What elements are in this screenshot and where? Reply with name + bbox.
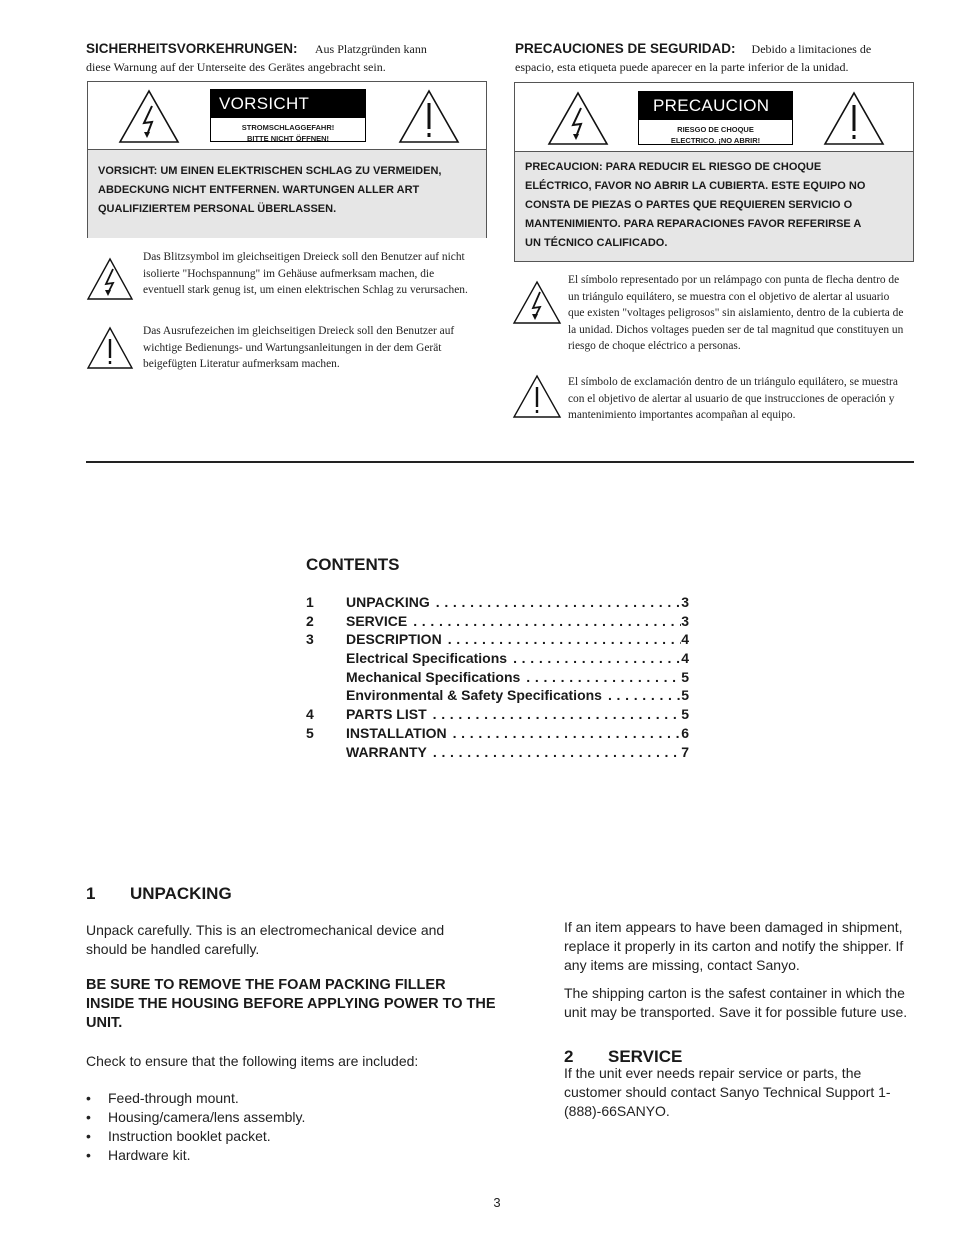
german-label-graphics: [88, 82, 486, 150]
toc-entry[interactable]: [306, 612, 689, 631]
spanish-exclaim-text: El símbolo de exclamación dentro de un triángulo equilátero, se muestra con el objetivo de alertar al usuario de que instrucciones de operación y mantenimiento importantes acompañan al equipo.: [568, 376, 898, 421]
page-number: 3: [493, 1195, 501, 1210]
lightning-warning-icon: [547, 91, 609, 146]
german-intro-tail: Aus Platzgründen kann: [314, 42, 427, 56]
spanish-heading: PRECAUCIONES DE SEGURIDAD:: [515, 41, 736, 56]
toc-entry[interactable]: [306, 743, 689, 762]
exclamation-warning-icon: [512, 374, 562, 419]
german-warning-text: [88, 150, 486, 238]
german-intro-line2: diese Warnung auf der Unterseite des Gerätes angebracht sein.: [86, 60, 386, 74]
toc-number: 5: [306, 725, 314, 741]
spanish-safety-section: [515, 40, 915, 76]
spanish-warning-label: [514, 82, 914, 262]
toc-page: 4: [681, 650, 689, 666]
included-items-list: [86, 1089, 446, 1165]
toc-leader: [453, 724, 682, 743]
exclamation-warning-icon: [398, 89, 460, 144]
contents-title: CONTENTS: [306, 555, 400, 574]
spanish-label-title: PRECAUCION: [639, 92, 792, 120]
german-label-line2: BITTE NICHT ÖFFNEN!: [246, 134, 330, 143]
section-title: SERVICE: [608, 1047, 683, 1066]
foam-warning: BE SURE TO REMOVE THE FOAM PACKING FILLER INSIDE THE HOUSING BEFORE APPLYING POWER TO THE UNIT.: [86, 977, 496, 1031]
toc-page: 5: [681, 669, 689, 685]
section-number: 1: [86, 884, 96, 903]
german-warning-line: ABDECKUNG NICHT ENTFERNEN. WARTUNGEN ALLER ART: [98, 184, 420, 196]
toc-leader: [448, 630, 682, 649]
lightning-warning-icon: [512, 280, 562, 325]
list-item: • Instruction booklet packet.: [86, 1127, 446, 1146]
section-divider: [86, 461, 914, 463]
toc-leader: [513, 649, 681, 668]
toc-label: WARRANTY: [346, 743, 433, 762]
spanish-warning-line: ELÉCTRICO, FAVOR NO ABRIR LA CUBIERTA. ESTE EQUIPO NO: [525, 180, 866, 192]
spanish-label-line2: ELECTRICO. ¡NO ABRIR!: [670, 136, 761, 145]
section-title: UNPACKING: [130, 884, 232, 903]
unpacking-intro: Unpack carefully. This is an electromechanical device and should be handled carefully.: [86, 922, 445, 957]
toc-page: 3: [681, 594, 689, 610]
toc-label: PARTS LIST: [346, 705, 433, 724]
german-exclaim-text: Das Ausrufezeichen im gleichseitigen Dreieck soll den Benutzer auf wichtige Bedienungs- und Wartungsanleitungen in der dem Gerät beigefügten Literatur aufmerksam machen.: [143, 325, 455, 370]
spanish-warning-text: [515, 152, 913, 261]
toc-entry[interactable]: [306, 630, 689, 649]
exclamation-warning-icon: [86, 326, 134, 370]
german-warning-line: QUALIFIZIERTEM PERSONAL ÜBERLASSEN.: [98, 203, 337, 215]
toc-page: 5: [681, 706, 689, 722]
toc-leader: [413, 612, 681, 631]
unpacking-heading: [86, 884, 232, 904]
german-label-title: VORSICHT: [211, 90, 365, 118]
toc-page: 5: [681, 687, 689, 703]
german-warning-label: [87, 81, 487, 238]
spanish-label-line1: RIESGO DE CHOQUE: [677, 125, 754, 134]
german-safety-section: [86, 40, 486, 76]
service-paragraph: If the unit ever needs repair service or parts, the customer should contact Sanyo Technical Support 1-(888)-66SANYO.: [564, 1065, 891, 1119]
spanish-intro-line2: espacio, esta etiqueta puede aparecer en la parte inferior de la unidad.: [515, 60, 849, 74]
lightning-warning-icon: [118, 89, 180, 144]
spanish-warning-line: UN TÉCNICO CALIFICADO.: [525, 237, 668, 249]
toc-entry[interactable]: [306, 686, 689, 705]
spanish-lightning-text: El símbolo representado por un relámpago con punta de flecha dentro de un triángulo equilátero, se muestra con el objetivo de alertar al usuario que existen "voltages peligrosos" sin aislamiento, dentro de la cubierta de la unidad. Dichos voltages pueden ser de tal magnitud que constituyen un riesgo de choque eléctrico a personas.: [568, 274, 904, 352]
damage-paragraph: If an item appears to have been damaged in shipment, replace it properly in its carton and notify the shipper. If any items are missing, contact Sanyo.: [564, 919, 904, 973]
exclamation-warning-icon: [823, 91, 885, 146]
toc-label: SERVICE: [346, 612, 413, 631]
german-intro: [86, 40, 486, 76]
toc-number: 1: [306, 594, 314, 610]
list-item: • Hardware kit.: [86, 1146, 446, 1165]
toc-leader: [433, 743, 681, 762]
toc-label: INSTALLATION: [346, 724, 453, 743]
toc-leader: [526, 668, 681, 687]
toc-page: 7: [681, 744, 689, 760]
spanish-intro-tail: Debido a limitaciones de: [751, 42, 872, 56]
toc-leader: [433, 705, 682, 724]
list-item: • Feed-through mount.: [86, 1089, 446, 1108]
toc-entry[interactable]: [306, 649, 689, 668]
spanish-warning-line: MANTENIMIENTO. PARA REPARACIONES FAVOR REFERIRSE A: [525, 218, 862, 230]
toc-page: 6: [681, 725, 689, 741]
lightning-warning-icon: [86, 257, 134, 301]
toc-label: UNPACKING: [346, 593, 436, 612]
spanish-label-plate: [638, 91, 793, 145]
toc-label: DESCRIPTION: [346, 630, 448, 649]
toc-entry[interactable]: [306, 668, 689, 687]
toc-entry[interactable]: [306, 724, 689, 743]
toc-number: 2: [306, 613, 314, 629]
check-items-text: Check to ensure that the following items are included:: [86, 1053, 419, 1069]
carton-paragraph: The shipping carton is the safest container in which the unit may be transported. Save it for possible future use.: [564, 985, 908, 1020]
toc-page: 4: [681, 631, 689, 647]
toc-entry[interactable]: [306, 593, 689, 612]
toc-number: 4: [306, 706, 314, 722]
toc-leader: [608, 686, 681, 705]
german-label-line1: STROMSCHLAGGEFAHR!: [241, 123, 335, 132]
spanish-label-graphics: [515, 83, 913, 152]
german-warning-line: VORSICHT: UM EINEN ELEKTRISCHEN SCHLAG ZU VERMEIDEN,: [98, 165, 442, 177]
toc-leader: [436, 593, 681, 612]
toc-page: 3: [681, 613, 689, 629]
list-item: • Housing/camera/lens assembly.: [86, 1108, 446, 1127]
german-heading: SICHERHEITSVORKEHRUNGEN:: [86, 41, 298, 56]
section-number: 2: [564, 1047, 574, 1066]
german-label-plate: [210, 89, 366, 142]
german-lightning-text: Das Blitzsymbol im gleichseitigen Dreieck soll den Benutzer auf nicht isolierte "Hochspannung" im Gehäuse aufmerksam machen, die eventuell stark genug ist, um einen elektrischen Schlag zu verursachen.: [143, 251, 468, 296]
toc-entry[interactable]: [306, 705, 689, 724]
toc-label: Electrical Specifications: [346, 649, 513, 668]
spanish-warning-line: PRECAUCION: PARA REDUCIR EL RIESGO DE CHOQUE: [525, 161, 822, 173]
toc-number: 3: [306, 631, 314, 647]
toc-label: Mechanical Specifications: [346, 668, 526, 687]
spanish-warning-line: CONSTA DE PIEZAS O PARTES QUE REQUIEREN SERVICIO O: [525, 199, 853, 211]
spanish-intro: [515, 40, 915, 76]
toc-label: Environmental & Safety Specifications: [346, 686, 608, 705]
